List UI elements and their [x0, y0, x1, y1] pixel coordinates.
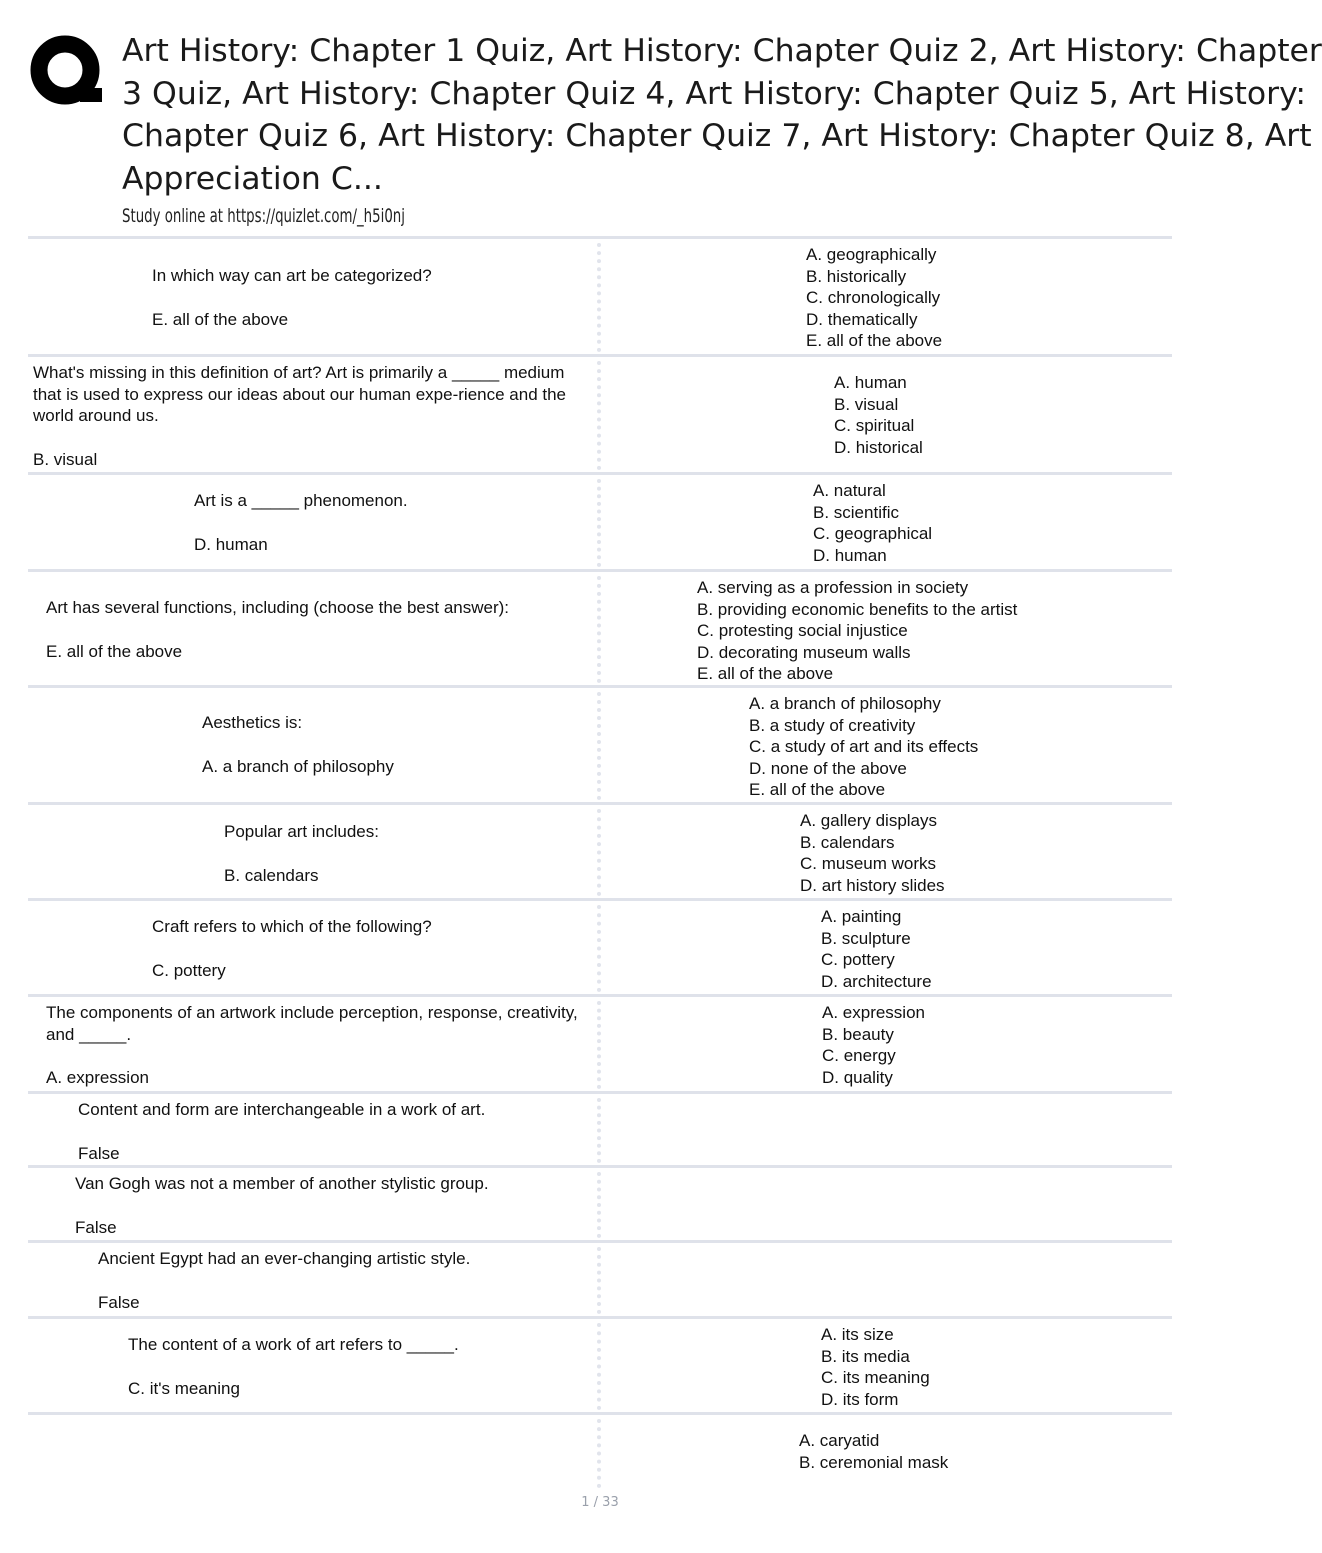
card-answer: E. all of the above — [46, 641, 183, 661]
option-item: B. providing economic benefits to the artist — [697, 599, 1018, 619]
flashcard-row — [28, 236, 1172, 354]
card-options — [800, 810, 945, 896]
option-item: C. protesting social injustice — [697, 621, 908, 640]
card-term — [46, 1002, 586, 1089]
column-divider — [597, 1247, 601, 1314]
option-item: C. a study of art and its effects — [749, 737, 979, 756]
card-options — [813, 480, 932, 566]
option-item: D. human — [813, 545, 887, 565]
option-item: E. all of the above — [806, 331, 943, 350]
card-term — [46, 597, 509, 662]
flashcard-row — [28, 1165, 1172, 1240]
option-item: A. expression — [822, 1003, 925, 1022]
card-answer: A. expression — [46, 1068, 149, 1087]
card-options — [799, 1430, 948, 1473]
option-item: B. historically — [806, 266, 907, 286]
card-term — [75, 1173, 489, 1238]
option-item: C. museum works — [800, 854, 937, 873]
option-item: C. spiritual — [834, 416, 915, 435]
card-question: Aesthetics is: — [202, 713, 303, 732]
card-options — [822, 1002, 925, 1088]
card-options — [821, 1324, 930, 1410]
card-options — [821, 906, 932, 992]
page-title: Art History: Chapter 1 Quiz, Art History: Chapter Quiz 2, Art History: Chapter 3 Quiz, Art History: Chapter Quiz 4, Art History: Chapter Quiz 5, Art History: Chapter Quiz 6, Art History: Chapter Quiz 7, Art History: Chapter Quiz 8, Art Appreciation C... — [122, 33, 1322, 197]
card-term — [78, 1099, 485, 1164]
option-item: E. all of the above — [749, 780, 886, 799]
option-item: B. sculpture — [821, 928, 911, 948]
card-options — [834, 372, 923, 458]
card-term — [152, 265, 432, 330]
option-item: B. calendars — [800, 832, 895, 852]
column-divider — [597, 1001, 601, 1089]
card-question: What's missing in this definition of art? Art is primarily a _____ medium that is used to express our ideas about our human expe-rience and the world around us. — [33, 363, 567, 425]
option-item: A. human — [834, 373, 907, 392]
card-answer: B. visual — [33, 449, 98, 469]
page-number: 1 / 33 — [581, 1495, 619, 1510]
card-question: Ancient Egypt had an ever-changing artistic style. — [98, 1249, 471, 1268]
card-term — [202, 712, 394, 777]
card-options — [697, 577, 1017, 685]
card-answer: C. it's meaning — [128, 1378, 240, 1398]
option-item: C. geographical — [813, 524, 933, 543]
option-item: A. natural — [813, 481, 886, 500]
column-divider — [597, 905, 601, 992]
card-answer: A. a branch of philosophy — [202, 756, 394, 776]
card-answer: C. pottery — [152, 960, 226, 980]
card-term — [224, 821, 379, 886]
flashcard-row — [28, 898, 1172, 994]
option-item: C. energy — [822, 1046, 896, 1065]
option-item: B. a study of creativity — [749, 715, 916, 735]
option-item: D. historical — [834, 437, 923, 457]
option-item: D. its form — [821, 1389, 899, 1409]
card-question: Van Gogh was not a member of another stylistic group. — [75, 1174, 489, 1193]
card-answer: B. calendars — [224, 865, 319, 885]
option-item: D. decorating museum walls — [697, 642, 911, 662]
quizlet-logo-icon — [30, 34, 104, 108]
flashcard-row — [28, 685, 1172, 802]
card-term — [33, 362, 593, 470]
card-options — [806, 244, 942, 352]
column-divider — [597, 243, 601, 352]
column-divider — [597, 1098, 601, 1163]
option-item: B. beauty — [822, 1024, 894, 1044]
column-divider — [597, 1323, 601, 1410]
flashcard-row — [28, 569, 1172, 685]
option-item: C. its meaning — [821, 1368, 930, 1387]
flashcard-row — [28, 1240, 1172, 1316]
column-divider — [597, 692, 601, 800]
card-question: Craft refers to which of the following? — [152, 917, 432, 936]
card-question: The content of a work of art refers to _____. — [128, 1335, 459, 1354]
card-term — [194, 490, 408, 555]
card-question: Art has several functions, including (choose the best answer): — [46, 598, 510, 617]
card-question: Popular art includes: — [224, 822, 379, 841]
study-online-link[interactable]: Study online at https://quizlet.com/_h5i0nj — [122, 205, 405, 227]
option-item: D. art history slides — [800, 875, 945, 895]
column-divider — [597, 361, 601, 470]
option-item: D. none of the above — [749, 758, 907, 778]
option-item: D. quality — [822, 1067, 893, 1087]
card-question: In which way can art be categorized? — [152, 266, 432, 285]
card-answer: False — [78, 1143, 120, 1163]
option-item: E. all of the above — [697, 664, 834, 683]
option-item: C. pottery — [821, 950, 895, 969]
card-question: Content and form are interchangeable in a work of art. — [78, 1100, 486, 1119]
flashcard-row — [28, 1316, 1172, 1412]
card-term — [152, 916, 432, 981]
flashcard-row — [28, 994, 1172, 1091]
option-item: B. visual — [834, 394, 899, 414]
flashcard-row — [28, 354, 1172, 472]
option-item: C. chronologically — [806, 288, 941, 307]
column-divider — [597, 576, 601, 683]
option-item: B. its media — [821, 1346, 910, 1366]
card-term — [128, 1334, 459, 1399]
option-item: B. scientific — [813, 502, 899, 522]
column-divider — [597, 809, 601, 896]
option-item: A. serving as a profession in society — [697, 578, 969, 597]
option-item: A. painting — [821, 907, 902, 926]
column-divider — [597, 1172, 601, 1238]
page-header — [0, 0, 1322, 236]
card-answer: D. human — [194, 534, 268, 554]
option-item: A. gallery displays — [800, 811, 938, 830]
option-item: B. ceremonial mask — [799, 1452, 949, 1472]
flashcard-row — [28, 1412, 1172, 1490]
option-item: D. architecture — [821, 971, 932, 991]
card-question: The components of an artwork include perception, response, creativity, and _____. — [46, 1003, 578, 1044]
flashcard-row — [28, 472, 1172, 569]
card-answer: False — [98, 1292, 140, 1312]
option-item: D. thematically — [806, 309, 918, 329]
option-item: A. a branch of philosophy — [749, 694, 941, 713]
flashcard-row — [28, 1091, 1172, 1165]
option-item: A. its size — [821, 1325, 894, 1344]
option-item: A. geographically — [806, 245, 937, 264]
column-divider — [597, 1419, 601, 1488]
card-options — [749, 693, 978, 801]
option-item: A. caryatid — [799, 1431, 880, 1450]
column-divider — [597, 479, 601, 567]
card-question: Art is a _____ phenomenon. — [194, 491, 408, 510]
flashcard-row — [28, 802, 1172, 898]
card-term — [98, 1248, 470, 1313]
flashcard-list — [28, 236, 1172, 1490]
card-answer: False — [75, 1217, 117, 1237]
card-answer: E. all of the above — [152, 309, 289, 329]
